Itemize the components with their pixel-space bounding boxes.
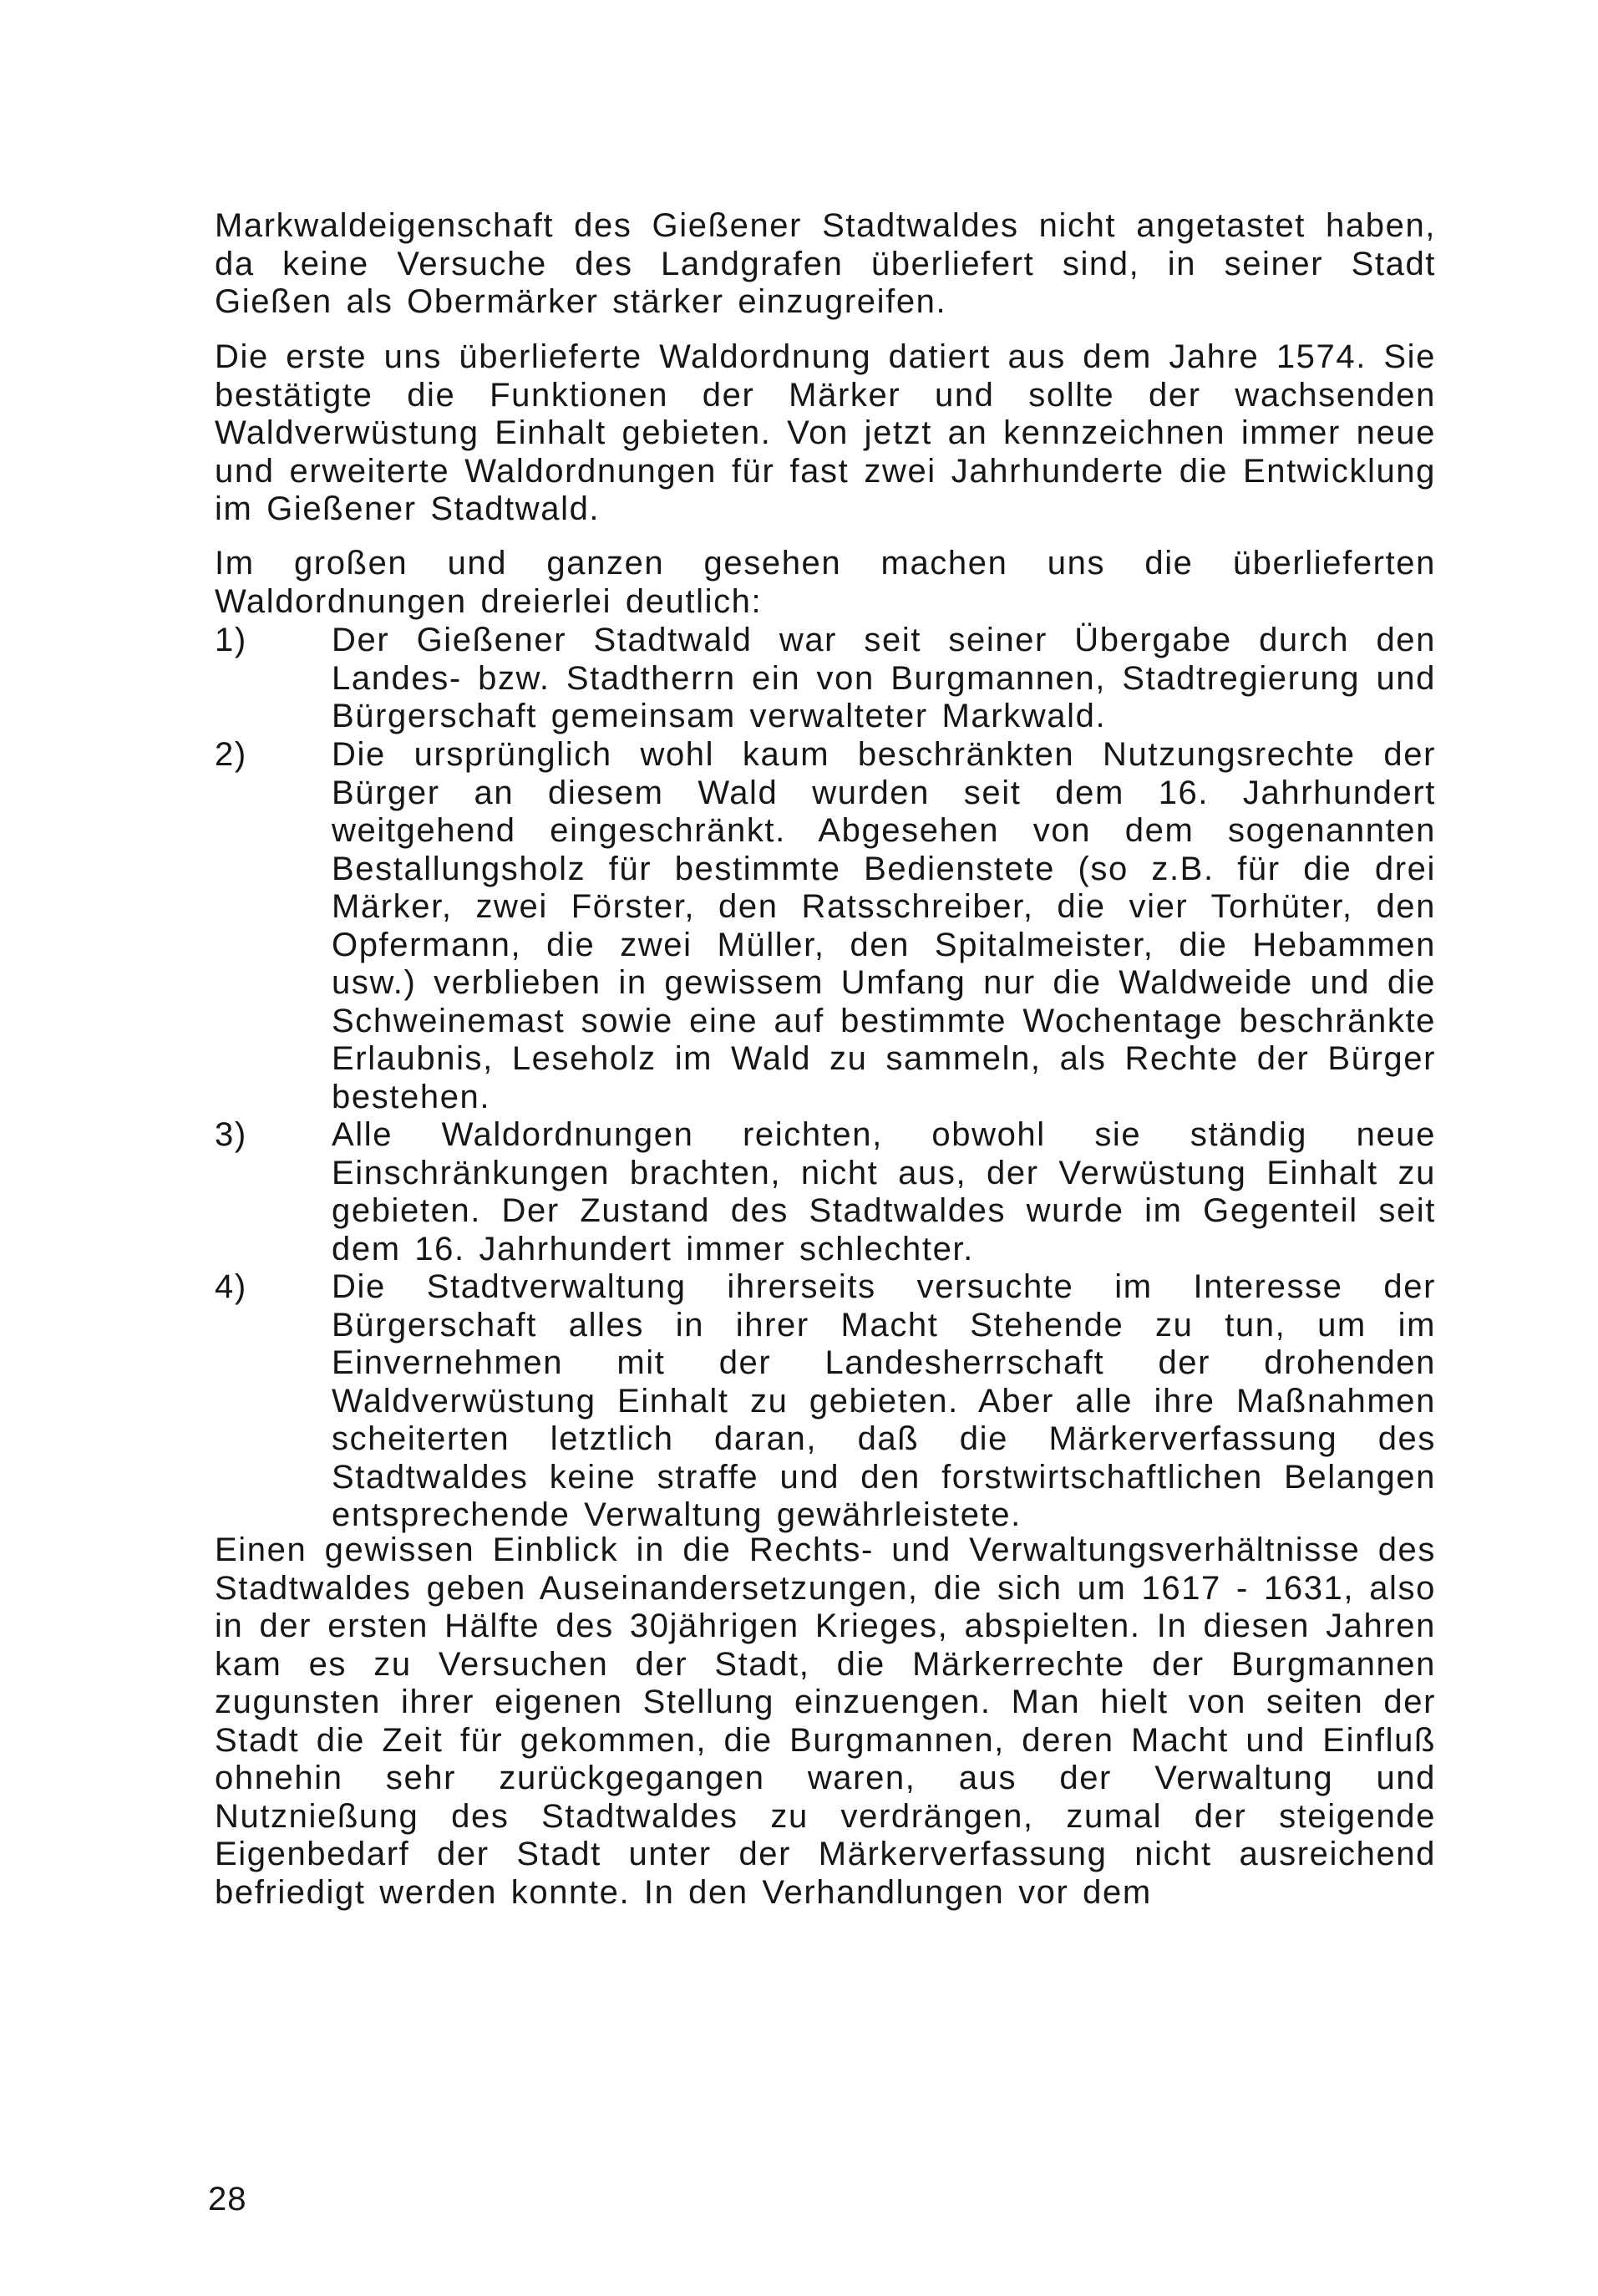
list-item-number: 3)	[215, 1116, 247, 1153]
list-item-text: Die Stadtverwaltung ihrerseits versuchte im Interesse der Bürgerschaft alles in ihrer Macht Stehende zu tun, um im Einvernehmen mit der Landesherrschaft der drohenden Waldverwüstung Einhalt zu gebieten. Aber alle ihre Maßnahmen scheiterten letztlich daran, daß die Märkerverfassung des Stadtwaldes keine straffe und den forstwirtschaftlichen Belangen entsprechende Verwaltung gewährleistete.	[332, 1268, 1436, 1533]
list-item-number: 2)	[215, 736, 247, 773]
paragraph-3: Im großen und ganzen gesehen machen uns die überlieferten Waldordnungen dreierlei deutlich:	[215, 545, 1436, 620]
list-item-text: Die ursprünglich wohl kaum beschränkten Nutzungsrechte der Bürger an diesem Wald wurden seit dem 16. Jahrhundert weitgehend eingeschränkt. Abgesehen von dem sogenannten Bestallungsholz für bestimmte Bedienstete (so z.B. für die drei Märker, zwei Förster, den Ratsschreiber, die vier Torhüter, den Opfermann, die zwei Müller, den Spitalmeister, die Hebammen usw.) verblieben in gewissem Umfang nur die Waldweide und die Schweinemast sowie eine auf bestimmte Wochentage beschränkte Erlaubnis, Leseholz im Wald zu sammeln, als Rechte der Bürger bestehen.	[332, 736, 1436, 1115]
page-number: 28	[208, 2181, 247, 2217]
paragraph-1: Markwaldeigenschaft des Gießener Stadtwaldes nicht angetastet haben, da keine Versuche des Landgrafen überliefert sind, in seiner Stadt Gießen als Obermärker stärker einzugreifen.	[215, 207, 1436, 320]
list-item-text: Der Gießener Stadtwald war seit seiner Übergabe durch den Landes- bzw. Stadtherrn ein von Burgmannen, Stadtregierung und Bürgerschaft gemeinsam verwalteter Markwald.	[332, 622, 1436, 734]
list-item-number: 1)	[215, 622, 247, 658]
paragraph-4: Einen gewissen Einblick in die Rechts- und Verwaltungsverhältnisse des Stadtwaldes geben Auseinandersetzungen, die sich um 1617 - 1631, also in der ersten Hälfte des 30jährigen Krieges, abspielten. In diesen Jahren kam es zu Versuchen der Stadt, die Märkerrechte der Burgmannen zugunsten ihrer eigenen Stellung einzuengen. Man hielt von seiten der Stadt die Zeit für gekommen, die Burgmannen, deren Macht und Einfluß ohnehin sehr zurückgegangen waren, aus der Verwaltung und Nutznießung des Stadtwaldes zu verdrängen, zumal der steigende Eigenbedarf der Stadt unter der Märkerverfassung nicht ausreichend befriedigt werden konnte. In den Verhandlungen vor dem	[215, 1532, 1436, 1911]
list-item-number: 4)	[215, 1268, 247, 1305]
paragraph-2: Die erste uns überlieferte Waldordnung datiert aus dem Jahre 1574. Sie bestätigte die Funktionen der Märker und sollte der wachsenden Waldverwüstung Einhalt gebieten. Von jetzt an kennzeichnen immer neue und erweiterte Waldordnungen für fast zwei Jahrhunderte die Entwicklung im Gießener Stadtwald.	[215, 338, 1436, 527]
list-item-text: Alle Waldordnungen reichten, obwohl sie ständig neue Einschränkungen brachten, nicht aus, der Verwüstung Einhalt zu gebieten. Der Zustand des Stadtwaldes wurde im Gegenteil seit dem 16. Jahrhundert immer schlechter.	[332, 1116, 1436, 1267]
